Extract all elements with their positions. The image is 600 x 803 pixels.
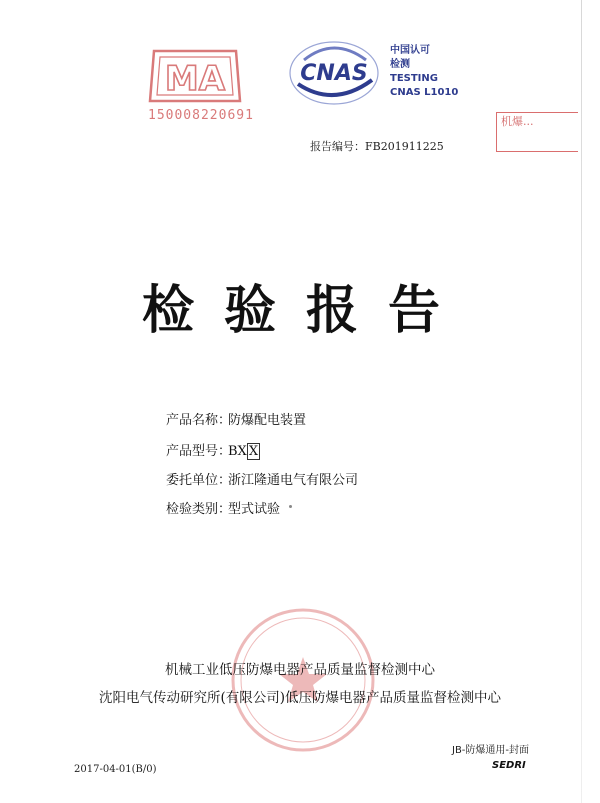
cnas-accreditation-logo [286,38,382,108]
field-product-name [166,409,306,428]
report-number-label: 报告编号： [310,140,365,153]
field-label: 检验类别： [166,502,232,517]
field-label: 产品型号： [166,444,232,459]
field-value: 防爆配电装置 [228,413,307,428]
cnas-line: CNAS L1010 [390,87,459,98]
field-value [228,444,260,459]
cnas-line: 中国认可 [390,45,430,56]
document-title: 检验报告 [142,281,471,341]
scan-speck [289,505,292,508]
field-label: 产品名称： [166,413,232,428]
cnas-line: 检测 [390,59,410,70]
cnas-logo-text: CNAS [300,61,368,86]
field-product-model [166,440,260,459]
ma-logo-text: MA [164,59,226,99]
model-value-boxed: X [248,444,259,459]
organization-name-2: 沈阳电气传动研究所(有限公司)低压防爆电器产品质量监督检测中心 [98,690,502,706]
report-number-value: FB201911225 [365,140,444,153]
circular-seal [228,605,378,755]
footer-date-code: 2017-04-01(B/0) [74,764,157,775]
cnas-line: TESTING [390,73,438,84]
footer-standard-code: JB-防爆通用-封面 [452,745,530,756]
cnas-accreditation-text [390,44,458,100]
field-client [166,469,358,488]
ma-certificate-number: 150008220691 [148,108,254,123]
field-inspection-type [166,498,280,517]
page-edge-shadow [581,0,582,803]
field-value: 浙江隆通电气有限公司 [228,473,359,488]
red-seal-stamp [496,112,578,152]
report-number [310,138,444,154]
seal-stamp-text: 机爆... [501,115,534,128]
model-value-plain: BX [228,444,247,459]
organization-name-1: 机械工业低压防爆电器产品质量监督检测中心 [165,662,435,678]
ma-certification-logo [148,47,242,105]
field-label: 委托单位： [166,473,232,488]
field-value: 型式试验 [228,502,281,517]
footer-sedri-mark: SEDRI [492,760,526,771]
